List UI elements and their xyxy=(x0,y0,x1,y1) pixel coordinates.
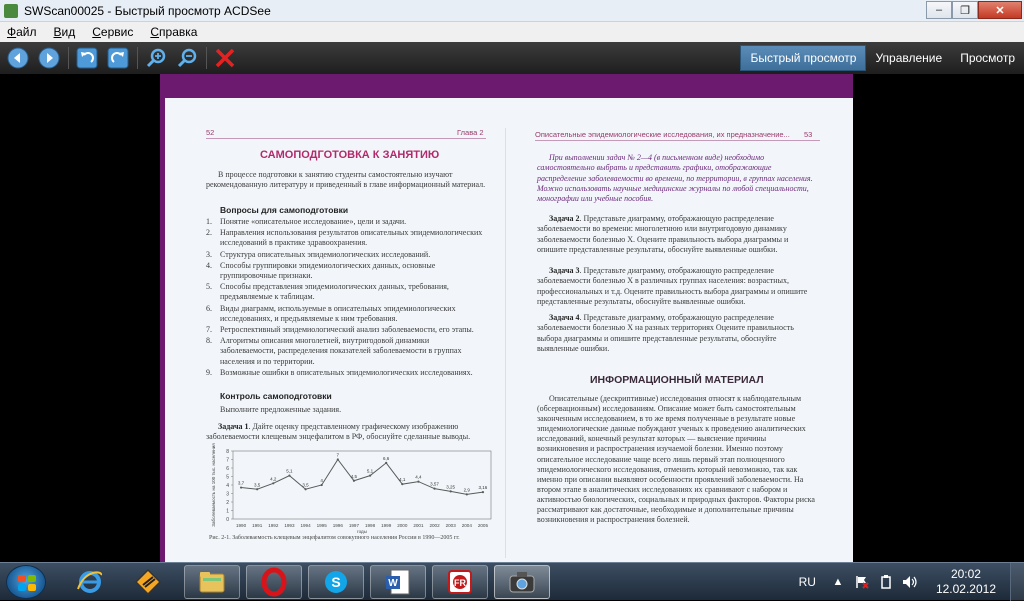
y-tick-label: 4 xyxy=(226,483,229,489)
x-tick-label: 2002 xyxy=(429,523,440,528)
action-center-flag-icon[interactable] xyxy=(854,574,870,590)
rotate-right-icon xyxy=(107,47,129,69)
data-point xyxy=(240,486,242,488)
acdsee-app-icon xyxy=(4,4,18,18)
questions-heading: Вопросы для самоподготовки xyxy=(220,205,349,215)
task-2: Задача 2. Представьте диаграмму, отображающую распределение заболеваемости во времени: многолетнюю или внутригодовую динамику заболеваемости болезнью X. Оцените правильность выбора диаграммы и опишите представленные результаты, обоснуйте выявленные ошибки. xyxy=(537,214,789,254)
right-intro: При выполнении задач № 2—4 (в письменном виде) необходимо самостоятельно выбрать и представить графики, отображающие распределение заболеваемости во времени, по территории, в группах населения. Можно использовать научные медицинские журналы по любой специальности, монографии или учебные пособия. xyxy=(537,153,813,204)
svg-text:S: S xyxy=(331,574,341,590)
close-button[interactable]: ✕ xyxy=(978,1,1022,19)
rotate-right-button[interactable] xyxy=(105,45,131,71)
y-tick-label: 7 xyxy=(226,457,229,464)
x-axis-label: годы xyxy=(357,529,367,534)
header-rule xyxy=(206,138,486,139)
toolbar-separator xyxy=(68,47,69,69)
data-point xyxy=(482,491,484,493)
mode-tabs xyxy=(740,42,1024,74)
next-button[interactable] xyxy=(36,45,62,71)
tab-manage[interactable]: Управление xyxy=(875,51,943,65)
data-label: 3,5 xyxy=(302,482,309,488)
previous-button[interactable] xyxy=(5,45,31,71)
taskbar-explorer[interactable] xyxy=(184,565,240,599)
camera-icon xyxy=(507,567,537,597)
data-label: 4 xyxy=(320,478,323,483)
list-item: 4. Способы группировки эпидемиологических данных, основные группировочные признаки. xyxy=(206,260,436,281)
menu-bar xyxy=(0,22,1024,42)
arrow-left-icon xyxy=(7,47,29,69)
left-chapter: Глава 2 xyxy=(457,128,484,137)
language-indicator[interactable]: RU xyxy=(798,575,816,589)
data-label: 4,4 xyxy=(415,474,422,480)
left-page-number: 52 xyxy=(206,128,215,137)
data-point xyxy=(466,493,468,495)
data-point xyxy=(369,475,371,477)
list-item: 7. Ретроспективный эпидемиологический анализ заболеваемости, его этапы. xyxy=(206,325,474,335)
x-tick-label: 1992 xyxy=(268,523,279,528)
x-tick-label: 1999 xyxy=(381,523,392,528)
data-point xyxy=(385,462,387,464)
task-1: Задача 1. Дайте оценку представленному графическому изображению заболеваемости клещевым энцефалитом в РФ, обоснуйте сделанные выводы. xyxy=(206,422,471,442)
taskbar-word[interactable] xyxy=(370,565,426,599)
windows-logo-icon xyxy=(18,575,36,591)
zoom-out-button[interactable] xyxy=(174,45,200,71)
list-item: 5. Способы представления эпидемиологических данных, требования, предъявляемые к таблицам. xyxy=(206,282,449,302)
task-3: Задача 3. Представьте диаграмму, отображающую распределение заболеваемости болезнью X в различных группах населения: возрастных, профессиональных и т.д. Оцените правильность выбора диаграммы и опишите представленные результаты, обоснуйте выявленные ошибки. xyxy=(537,266,808,306)
data-point xyxy=(433,488,435,490)
data-label: 2,9 xyxy=(463,487,470,493)
right-page-number: 53 xyxy=(804,130,813,139)
data-point xyxy=(321,484,323,486)
data-point xyxy=(401,483,403,485)
data-label: 4,5 xyxy=(350,473,358,479)
x-tick-label: 1995 xyxy=(316,523,327,528)
data-point xyxy=(304,488,306,490)
menu-view[interactable]: Вид xyxy=(53,25,76,39)
internet-explorer-icon xyxy=(75,567,105,597)
skype-icon xyxy=(321,567,351,597)
section-title: САМОПОДГОТОВКА К ЗАНЯТИЮ xyxy=(260,149,440,161)
scanned-page xyxy=(165,98,853,562)
taskbar-skype[interactable] xyxy=(308,565,364,599)
tab-view[interactable]: Просмотр xyxy=(960,51,1015,65)
info-heading: ИНФОРМАЦИОННЫЙ МАТЕРИАЛ xyxy=(590,374,764,386)
x-tick-label: 2001 xyxy=(413,523,424,528)
header-rule xyxy=(535,140,820,141)
menu-file[interactable]: Файл xyxy=(7,25,37,39)
toolbar-separator xyxy=(206,47,207,69)
data-label: 3,7 xyxy=(237,480,245,486)
window-title: SWScan00025 - Быстрый просмотр ACDSee xyxy=(24,3,271,18)
y-tick-label: 1 xyxy=(226,508,229,515)
y-tick-label: 2 xyxy=(226,500,229,506)
data-label: 4,2 xyxy=(270,476,277,482)
y-tick-label: 6 xyxy=(226,466,229,472)
taskbar-acdsee[interactable] xyxy=(494,565,550,599)
show-desktop-button[interactable] xyxy=(1010,563,1024,601)
task-4: Задача 4. Представьте диаграмму, отображающую распределение заболеваемости болезнью X на разных территориях Оцените правильность выбора диаграммы и опишите представленные результаты, обоснуйте выявленные ошибки. xyxy=(537,313,794,353)
data-label: 3,25 xyxy=(446,484,456,490)
data-point xyxy=(450,490,452,492)
taskbar-opera[interactable] xyxy=(246,565,302,599)
x-tick-label: 2005 xyxy=(477,523,489,528)
x-tick-label: 2004 xyxy=(461,523,472,528)
svg-text:FR: FR xyxy=(454,578,466,588)
taskbar-internet-explorer[interactable] xyxy=(62,565,118,599)
folder-icon xyxy=(197,568,227,596)
zoom-in-icon xyxy=(145,47,167,69)
x-tick-label: 1993 xyxy=(284,523,295,528)
y-tick-label: 8 xyxy=(226,449,229,455)
intro-paragraph: В процессе подготовки к занятию студенты самостоятельно изучают рекомендованную литературу и приведенный в главе информационный материал. xyxy=(206,170,486,190)
list-item: 2. Направления использования результатов описательных эпидемиологических исследований в практике здравоохранения. xyxy=(206,228,483,248)
clock[interactable] xyxy=(936,567,996,597)
arrow-right-icon xyxy=(38,47,60,69)
page-fold xyxy=(505,128,506,558)
y-tick-label: 5 xyxy=(226,474,229,481)
data-point xyxy=(288,475,290,477)
delete-button[interactable] xyxy=(212,45,238,71)
list-item: 3. Структура описательных эпидемиологических исследований. xyxy=(206,249,431,259)
toolbar-separator xyxy=(137,47,138,69)
data-label: 4,1 xyxy=(399,477,406,483)
x-tick-label: 1997 xyxy=(348,523,360,528)
taskbar-finereader[interactable] xyxy=(432,565,488,599)
control-heading: Контроль самоподготовки xyxy=(220,391,332,401)
title-bar xyxy=(0,0,1024,22)
toolbar xyxy=(0,42,1024,74)
rotate-left-icon xyxy=(76,47,98,69)
opera-icon xyxy=(259,567,289,597)
window-controls xyxy=(926,1,1022,19)
data-label: 3,16 xyxy=(478,485,488,491)
zoom-out-icon xyxy=(176,47,198,69)
data-label: 7 xyxy=(336,452,340,458)
data-label: 6,6 xyxy=(383,455,390,461)
volume-icon[interactable] xyxy=(902,574,918,590)
minimize-button[interactable]: ‒ xyxy=(926,1,952,19)
y-tick-label: 3 xyxy=(226,491,229,498)
x-tick-label: 2000 xyxy=(397,523,408,528)
menu-tools[interactable]: Сервис xyxy=(92,25,134,39)
zoom-in-button[interactable] xyxy=(143,45,169,71)
x-tick-label: 1990 xyxy=(235,523,247,528)
x-tick-label: 2003 xyxy=(445,523,456,528)
questions-list xyxy=(206,217,486,379)
list-item: 8. Алгоритмы описания многолетней, внутригодовой динамики заболеваемости, распределения показателей заболеваемости в группах населения и по территории. xyxy=(206,336,462,366)
y-axis-label: Заболеваемость на 100 тыс. населения xyxy=(211,443,216,527)
incidence-line-chart xyxy=(209,443,499,543)
list-item: 9. Возможные ошибки в описательных эпидемиологических исследованиях. xyxy=(206,367,473,377)
show-hidden-icons-icon[interactable]: ▲ xyxy=(832,576,844,588)
x-tick-label: 1998 xyxy=(364,523,376,528)
taskbar xyxy=(0,562,1024,600)
device-icon[interactable] xyxy=(878,574,894,590)
data-point xyxy=(417,481,419,483)
clock-date: 12.02.2012 xyxy=(935,582,996,596)
data-point xyxy=(337,458,339,460)
data-point xyxy=(272,482,274,484)
x-tick-label: 1991 xyxy=(252,523,263,528)
list-item: 1. Понятие «описательное исследование», цели и задачи. xyxy=(206,217,407,226)
menu-help[interactable]: Справка xyxy=(150,25,198,39)
media-player-icon xyxy=(133,567,163,597)
start-button[interactable] xyxy=(6,565,46,599)
data-label: 3,57 xyxy=(430,481,439,487)
svg-text:W: W xyxy=(388,578,398,589)
list-item: 6. Виды диаграмм, используемые в описательных эпидемиологических исследованиях, и предъявляемые к ним требования. xyxy=(206,303,456,323)
x-tick-label: 1996 xyxy=(332,523,343,528)
delete-x-icon xyxy=(214,47,236,69)
x-tick-label: 1994 xyxy=(300,523,311,528)
rotate-left-button[interactable] xyxy=(74,45,100,71)
figure-caption: Рис. 2-1. Заболеваемость клещевым энцефалитом совокупного населения России в 1990—2005 гг. xyxy=(209,535,460,541)
taskbar-media-player[interactable] xyxy=(120,565,176,599)
right-running-header: Описательные эпидемиологические исследования, их предназначение... xyxy=(535,130,790,139)
data-label: 3,5 xyxy=(254,482,261,488)
word-document-icon xyxy=(383,567,413,597)
tab-quick-view[interactable]: Быстрый просмотр xyxy=(740,45,866,71)
system-tray xyxy=(799,563,1024,601)
clock-time: 20:02 xyxy=(950,567,981,581)
control-text: Выполните предложенные задания. xyxy=(220,405,342,414)
data-label: 5,1 xyxy=(366,468,374,474)
y-tick-label: 0 xyxy=(226,517,229,523)
data-point xyxy=(256,488,258,490)
maximize-button[interactable]: ❐ xyxy=(952,1,978,19)
finereader-icon xyxy=(445,567,475,597)
info-paragraph: Описательные (дескриптивные) исследования относят к наблюдательным (обсервационным) исследованиям. Описание может быть самостоятельным законченным исследованием, в то же время полученные в результате новые эпидемиологические данные побуждают ученых к проведению аналитических исследований, конечный результат которых — выяснение причины возникновения и распространения изучаемой болезни. Именно поэтому описательное исследование чаще всего лишь первый этап полноценного эпидемиологического исследования, отменить который невозможно, так как именно при описании выявляют особенности проявлений заболеваемости. На втором этапе в аналитических исследованиях их сравнивают с набором и активностью биологических, социальных и природных факторов. Факторы риска рассматривают как достаточные, необходимые и дополнительные причины возникновения и распространения болезней. xyxy=(537,394,815,525)
data-point xyxy=(353,480,355,482)
data-label: 5,1 xyxy=(286,468,293,474)
